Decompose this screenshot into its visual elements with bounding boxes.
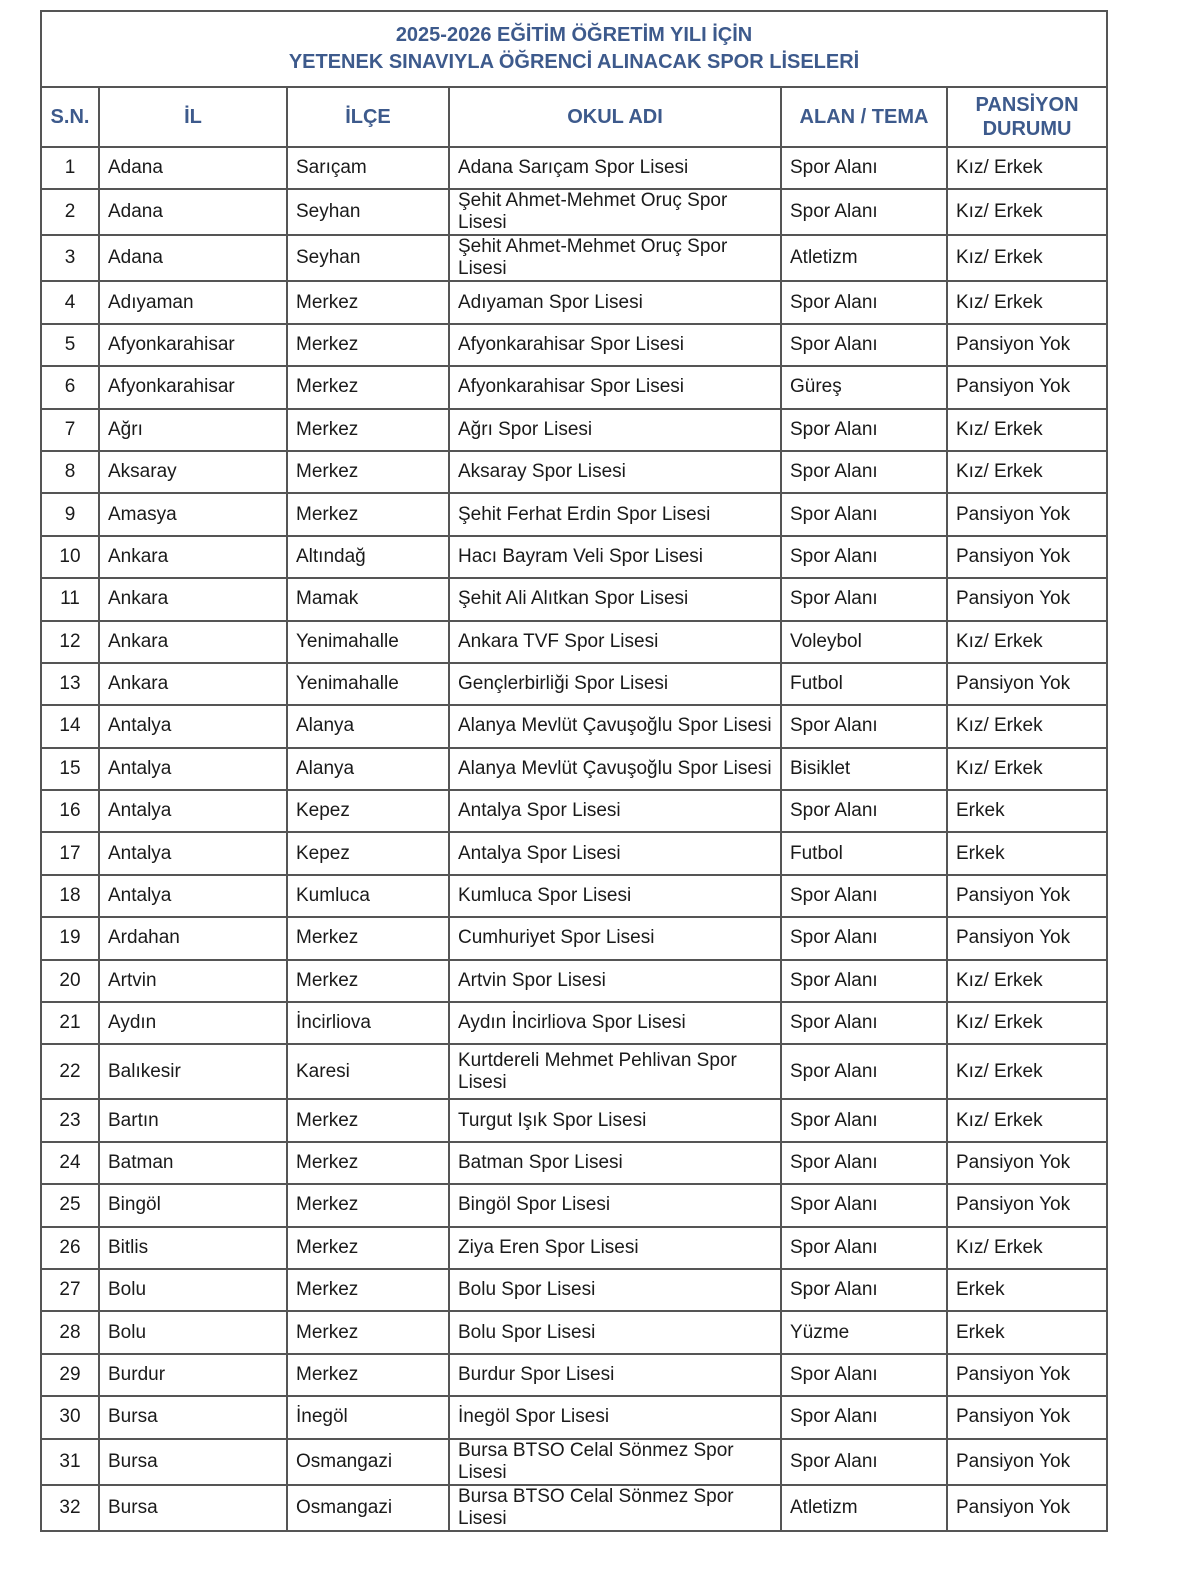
- cell-il: Ardahan: [99, 917, 287, 959]
- cell-sn: 5: [41, 324, 99, 366]
- cell-ilce: Karesi: [287, 1044, 449, 1099]
- cell-sn: 16: [41, 790, 99, 832]
- cell-ilce: Alanya: [287, 748, 449, 790]
- cell-il: Antalya: [99, 875, 287, 917]
- cell-ilce: Merkez: [287, 1184, 449, 1226]
- table-row: [41, 1396, 1107, 1438]
- table-row: [41, 621, 1107, 663]
- cell-pansiyon: Pansiyon Yok: [947, 1485, 1107, 1531]
- cell-il: Batman: [99, 1142, 287, 1184]
- cell-okul-adi: Bingöl Spor Lisesi: [449, 1184, 781, 1226]
- table-row: [41, 1439, 1107, 1485]
- cell-alan-tema: Spor Alanı: [781, 189, 947, 235]
- cell-sn: 13: [41, 663, 99, 705]
- cell-il: Ankara: [99, 621, 287, 663]
- cell-pansiyon: Erkek: [947, 832, 1107, 874]
- table-row: [41, 663, 1107, 705]
- cell-okul-adi: Gençlerbirliği Spor Lisesi: [449, 663, 781, 705]
- cell-il: Aksaray: [99, 451, 287, 493]
- cell-alan-tema: Spor Alanı: [781, 1099, 947, 1141]
- cell-il: Bingöl: [99, 1184, 287, 1226]
- table-row: [41, 409, 1107, 451]
- header-il: İL: [99, 87, 287, 147]
- cell-pansiyon: Pansiyon Yok: [947, 1142, 1107, 1184]
- cell-alan-tema: Spor Alanı: [781, 790, 947, 832]
- cell-alan-tema: Atletizm: [781, 1485, 947, 1531]
- cell-sn: 25: [41, 1184, 99, 1226]
- cell-okul-adi: Şehit Ahmet-Mehmet Oruç Spor Lisesi: [449, 189, 781, 235]
- cell-alan-tema: Spor Alanı: [781, 578, 947, 620]
- cell-okul-adi: İnegöl Spor Lisesi: [449, 1396, 781, 1438]
- title-line-2: YETENEK SINAVIYLA ÖĞRENCİ ALINACAK SPOR LİSELERİ: [288, 51, 860, 73]
- cell-pansiyon: Erkek: [947, 790, 1107, 832]
- cell-pansiyon: Kız/ Erkek: [947, 748, 1107, 790]
- cell-sn: 15: [41, 748, 99, 790]
- cell-ilce: Merkez: [287, 917, 449, 959]
- cell-il: Afyonkarahisar: [99, 366, 287, 408]
- header-row: [41, 87, 1107, 147]
- cell-sn: 29: [41, 1354, 99, 1396]
- cell-ilce: Merkez: [287, 1099, 449, 1141]
- table-row: [41, 748, 1107, 790]
- cell-sn: 31: [41, 1439, 99, 1485]
- cell-okul-adi: Afyonkarahisar Spor Lisesi: [449, 324, 781, 366]
- cell-ilce: Kepez: [287, 832, 449, 874]
- cell-okul-adi: Şehit Ahmet-Mehmet Oruç Spor Lisesi: [449, 235, 781, 281]
- cell-ilce: Merkez: [287, 1227, 449, 1269]
- cell-ilce: İnegöl: [287, 1396, 449, 1438]
- cell-okul-adi: Ağrı Spor Lisesi: [449, 409, 781, 451]
- cell-sn: 6: [41, 366, 99, 408]
- table-row: [41, 875, 1107, 917]
- header-okul-adi: OKUL ADI: [449, 87, 781, 147]
- cell-sn: 17: [41, 832, 99, 874]
- cell-pansiyon: Pansiyon Yok: [947, 875, 1107, 917]
- cell-okul-adi: Cumhuriyet Spor Lisesi: [449, 917, 781, 959]
- cell-il: Aydın: [99, 1002, 287, 1044]
- cell-okul-adi: Afyonkarahisar Spor Lisesi: [449, 366, 781, 408]
- table-row: [41, 790, 1107, 832]
- cell-pansiyon: Pansiyon Yok: [947, 1396, 1107, 1438]
- cell-ilce: Merkez: [287, 324, 449, 366]
- cell-alan-tema: Spor Alanı: [781, 536, 947, 578]
- table-row: [41, 366, 1107, 408]
- cell-alan-tema: Spor Alanı: [781, 1396, 947, 1438]
- cell-ilce: Merkez: [287, 1311, 449, 1353]
- cell-pansiyon: Erkek: [947, 1269, 1107, 1311]
- cell-okul-adi: Aydın İncirliova Spor Lisesi: [449, 1002, 781, 1044]
- cell-ilce: Alanya: [287, 705, 449, 747]
- cell-okul-adi: Artvin Spor Lisesi: [449, 960, 781, 1002]
- document-sheet: [40, 10, 1106, 1532]
- table-row: [41, 1227, 1107, 1269]
- cell-ilce: Yenimahalle: [287, 663, 449, 705]
- cell-ilce: Merkez: [287, 281, 449, 323]
- cell-sn: 2: [41, 189, 99, 235]
- cell-pansiyon: Pansiyon Yok: [947, 493, 1107, 535]
- cell-il: Bitlis: [99, 1227, 287, 1269]
- header-alan-tema: ALAN / TEMA: [781, 87, 947, 147]
- cell-okul-adi: Şehit Ali Alıtkan Spor Lisesi: [449, 578, 781, 620]
- cell-ilce: Merkez: [287, 366, 449, 408]
- cell-il: Antalya: [99, 748, 287, 790]
- cell-ilce: Merkez: [287, 409, 449, 451]
- cell-sn: 8: [41, 451, 99, 493]
- cell-sn: 18: [41, 875, 99, 917]
- cell-pansiyon: Pansiyon Yok: [947, 578, 1107, 620]
- cell-alan-tema: Atletizm: [781, 235, 947, 281]
- cell-pansiyon: Kız/ Erkek: [947, 1099, 1107, 1141]
- cell-ilce: Mamak: [287, 578, 449, 620]
- cell-pansiyon: Pansiyon Yok: [947, 917, 1107, 959]
- cell-ilce: Osmangazi: [287, 1485, 449, 1531]
- document-title: [41, 11, 1107, 87]
- cell-sn: 28: [41, 1311, 99, 1353]
- cell-il: Bursa: [99, 1485, 287, 1531]
- table-row: [41, 960, 1107, 1002]
- table-row: [41, 1354, 1107, 1396]
- cell-pansiyon: Kız/ Erkek: [947, 147, 1107, 189]
- table-row: [41, 235, 1107, 281]
- cell-sn: 30: [41, 1396, 99, 1438]
- table-row: [41, 1269, 1107, 1311]
- cell-ilce: Merkez: [287, 1354, 449, 1396]
- table-body: [41, 147, 1107, 1531]
- table-row: [41, 1142, 1107, 1184]
- cell-okul-adi: Bolu Spor Lisesi: [449, 1269, 781, 1311]
- cell-alan-tema: Spor Alanı: [781, 875, 947, 917]
- cell-okul-adi: Antalya Spor Lisesi: [449, 790, 781, 832]
- cell-alan-tema: Spor Alanı: [781, 147, 947, 189]
- cell-sn: 32: [41, 1485, 99, 1531]
- school-table: [40, 10, 1108, 1532]
- cell-pansiyon: Kız/ Erkek: [947, 705, 1107, 747]
- table-row: [41, 324, 1107, 366]
- header-pansiyon: PANSİYON DURUMU: [947, 87, 1107, 147]
- cell-okul-adi: Bursa BTSO Celal Sönmez Spor Lisesi: [449, 1485, 781, 1531]
- cell-alan-tema: Spor Alanı: [781, 451, 947, 493]
- cell-pansiyon: Pansiyon Yok: [947, 1354, 1107, 1396]
- title-line-1: 2025-2026 EĞİTİM ÖĞRETİM YILI İÇİN: [395, 24, 753, 46]
- cell-pansiyon: Pansiyon Yok: [947, 366, 1107, 408]
- cell-pansiyon: Kız/ Erkek: [947, 1002, 1107, 1044]
- cell-alan-tema: Bisiklet: [781, 748, 947, 790]
- cell-ilce: İncirliova: [287, 1002, 449, 1044]
- cell-sn: 23: [41, 1099, 99, 1141]
- cell-alan-tema: Spor Alanı: [781, 1002, 947, 1044]
- cell-pansiyon: Kız/ Erkek: [947, 621, 1107, 663]
- cell-pansiyon: Kız/ Erkek: [947, 1044, 1107, 1099]
- table-row: [41, 917, 1107, 959]
- cell-alan-tema: Spor Alanı: [781, 1439, 947, 1485]
- table-row: [41, 1485, 1107, 1531]
- table-row: [41, 578, 1107, 620]
- cell-alan-tema: Spor Alanı: [781, 1354, 947, 1396]
- cell-il: Ankara: [99, 578, 287, 620]
- cell-il: Bursa: [99, 1439, 287, 1485]
- cell-il: Adana: [99, 235, 287, 281]
- cell-ilce: Altındağ: [287, 536, 449, 578]
- cell-ilce: Osmangazi: [287, 1439, 449, 1485]
- cell-ilce: Seyhan: [287, 189, 449, 235]
- cell-sn: 10: [41, 536, 99, 578]
- table-row: [41, 493, 1107, 535]
- cell-sn: 14: [41, 705, 99, 747]
- table-row: [41, 1099, 1107, 1141]
- cell-il: Amasya: [99, 493, 287, 535]
- header-ilce: İLÇE: [287, 87, 449, 147]
- cell-okul-adi: Alanya Mevlüt Çavuşoğlu Spor Lisesi: [449, 705, 781, 747]
- cell-pansiyon: Pansiyon Yok: [947, 1184, 1107, 1226]
- cell-il: Ağrı: [99, 409, 287, 451]
- cell-alan-tema: Spor Alanı: [781, 1227, 947, 1269]
- cell-alan-tema: Futbol: [781, 663, 947, 705]
- table-row: [41, 147, 1107, 189]
- cell-il: Adana: [99, 189, 287, 235]
- cell-okul-adi: Batman Spor Lisesi: [449, 1142, 781, 1184]
- cell-sn: 24: [41, 1142, 99, 1184]
- cell-pansiyon: Pansiyon Yok: [947, 536, 1107, 578]
- cell-alan-tema: Spor Alanı: [781, 1142, 947, 1184]
- cell-ilce: Merkez: [287, 1142, 449, 1184]
- title-row: [41, 11, 1107, 87]
- cell-okul-adi: Bursa BTSO Celal Sönmez Spor Lisesi: [449, 1439, 781, 1485]
- cell-ilce: Merkez: [287, 493, 449, 535]
- table-row: [41, 451, 1107, 493]
- cell-il: Bursa: [99, 1396, 287, 1438]
- cell-pansiyon: Pansiyon Yok: [947, 324, 1107, 366]
- table-row: [41, 281, 1107, 323]
- cell-okul-adi: Aksaray Spor Lisesi: [449, 451, 781, 493]
- cell-okul-adi: Hacı Bayram Veli Spor Lisesi: [449, 536, 781, 578]
- cell-il: Ankara: [99, 663, 287, 705]
- cell-sn: 9: [41, 493, 99, 535]
- cell-pansiyon: Kız/ Erkek: [947, 451, 1107, 493]
- cell-il: Antalya: [99, 705, 287, 747]
- cell-pansiyon: Kız/ Erkek: [947, 409, 1107, 451]
- cell-il: Adıyaman: [99, 281, 287, 323]
- cell-okul-adi: Ziya Eren Spor Lisesi: [449, 1227, 781, 1269]
- cell-sn: 7: [41, 409, 99, 451]
- table-row: [41, 189, 1107, 235]
- cell-ilce: Kepez: [287, 790, 449, 832]
- cell-il: Artvin: [99, 960, 287, 1002]
- cell-okul-adi: Turgut Işık Spor Lisesi: [449, 1099, 781, 1141]
- cell-sn: 12: [41, 621, 99, 663]
- cell-okul-adi: Ankara TVF Spor Lisesi: [449, 621, 781, 663]
- cell-alan-tema: Spor Alanı: [781, 1044, 947, 1099]
- cell-ilce: Merkez: [287, 451, 449, 493]
- cell-alan-tema: Spor Alanı: [781, 1184, 947, 1226]
- cell-alan-tema: Spor Alanı: [781, 917, 947, 959]
- cell-sn: 3: [41, 235, 99, 281]
- cell-sn: 26: [41, 1227, 99, 1269]
- cell-il: Ankara: [99, 536, 287, 578]
- cell-alan-tema: Spor Alanı: [781, 493, 947, 535]
- cell-sn: 4: [41, 281, 99, 323]
- cell-il: Bolu: [99, 1311, 287, 1353]
- cell-sn: 20: [41, 960, 99, 1002]
- cell-sn: 21: [41, 1002, 99, 1044]
- cell-pansiyon: Pansiyon Yok: [947, 1439, 1107, 1485]
- cell-pansiyon: Kız/ Erkek: [947, 189, 1107, 235]
- cell-sn: 1: [41, 147, 99, 189]
- table-row: [41, 1311, 1107, 1353]
- cell-alan-tema: Spor Alanı: [781, 281, 947, 323]
- cell-alan-tema: Spor Alanı: [781, 705, 947, 747]
- cell-ilce: Merkez: [287, 960, 449, 1002]
- cell-okul-adi: Antalya Spor Lisesi: [449, 832, 781, 874]
- table-row: [41, 1044, 1107, 1099]
- cell-pansiyon: Kız/ Erkek: [947, 960, 1107, 1002]
- table-row: [41, 705, 1107, 747]
- table-row: [41, 536, 1107, 578]
- cell-pansiyon: Kız/ Erkek: [947, 1227, 1107, 1269]
- cell-alan-tema: Spor Alanı: [781, 960, 947, 1002]
- cell-il: Antalya: [99, 832, 287, 874]
- cell-okul-adi: Alanya Mevlüt Çavuşoğlu Spor Lisesi: [449, 748, 781, 790]
- cell-alan-tema: Futbol: [781, 832, 947, 874]
- cell-il: Adana: [99, 147, 287, 189]
- cell-okul-adi: Kumluca Spor Lisesi: [449, 875, 781, 917]
- cell-ilce: Merkez: [287, 1269, 449, 1311]
- cell-sn: 19: [41, 917, 99, 959]
- cell-il: Bartın: [99, 1099, 287, 1141]
- cell-okul-adi: Adıyaman Spor Lisesi: [449, 281, 781, 323]
- cell-ilce: Kumluca: [287, 875, 449, 917]
- cell-il: Afyonkarahisar: [99, 324, 287, 366]
- cell-alan-tema: Spor Alanı: [781, 409, 947, 451]
- cell-ilce: Yenimahalle: [287, 621, 449, 663]
- cell-pansiyon: Kız/ Erkek: [947, 281, 1107, 323]
- cell-pansiyon: Kız/ Erkek: [947, 235, 1107, 281]
- cell-il: Antalya: [99, 790, 287, 832]
- cell-sn: 11: [41, 578, 99, 620]
- cell-il: Burdur: [99, 1354, 287, 1396]
- cell-alan-tema: Güreş: [781, 366, 947, 408]
- cell-sn: 22: [41, 1044, 99, 1099]
- cell-ilce: Seyhan: [287, 235, 449, 281]
- cell-okul-adi: Bolu Spor Lisesi: [449, 1311, 781, 1353]
- table-row: [41, 832, 1107, 874]
- cell-okul-adi: Burdur Spor Lisesi: [449, 1354, 781, 1396]
- cell-alan-tema: Spor Alanı: [781, 324, 947, 366]
- header-sn: S.N.: [41, 87, 99, 147]
- cell-alan-tema: Yüzme: [781, 1311, 947, 1353]
- cell-pansiyon: Pansiyon Yok: [947, 663, 1107, 705]
- cell-alan-tema: Voleybol: [781, 621, 947, 663]
- table-row: [41, 1002, 1107, 1044]
- cell-sn: 27: [41, 1269, 99, 1311]
- cell-okul-adi: Kurtdereli Mehmet Pehlivan Spor Lisesi: [449, 1044, 781, 1099]
- cell-pansiyon: Erkek: [947, 1311, 1107, 1353]
- cell-alan-tema: Spor Alanı: [781, 1269, 947, 1311]
- cell-il: Balıkesir: [99, 1044, 287, 1099]
- cell-okul-adi: Adana Sarıçam Spor Lisesi: [449, 147, 781, 189]
- table-row: [41, 1184, 1107, 1226]
- cell-ilce: Sarıçam: [287, 147, 449, 189]
- cell-il: Bolu: [99, 1269, 287, 1311]
- cell-okul-adi: Şehit Ferhat Erdin Spor Lisesi: [449, 493, 781, 535]
